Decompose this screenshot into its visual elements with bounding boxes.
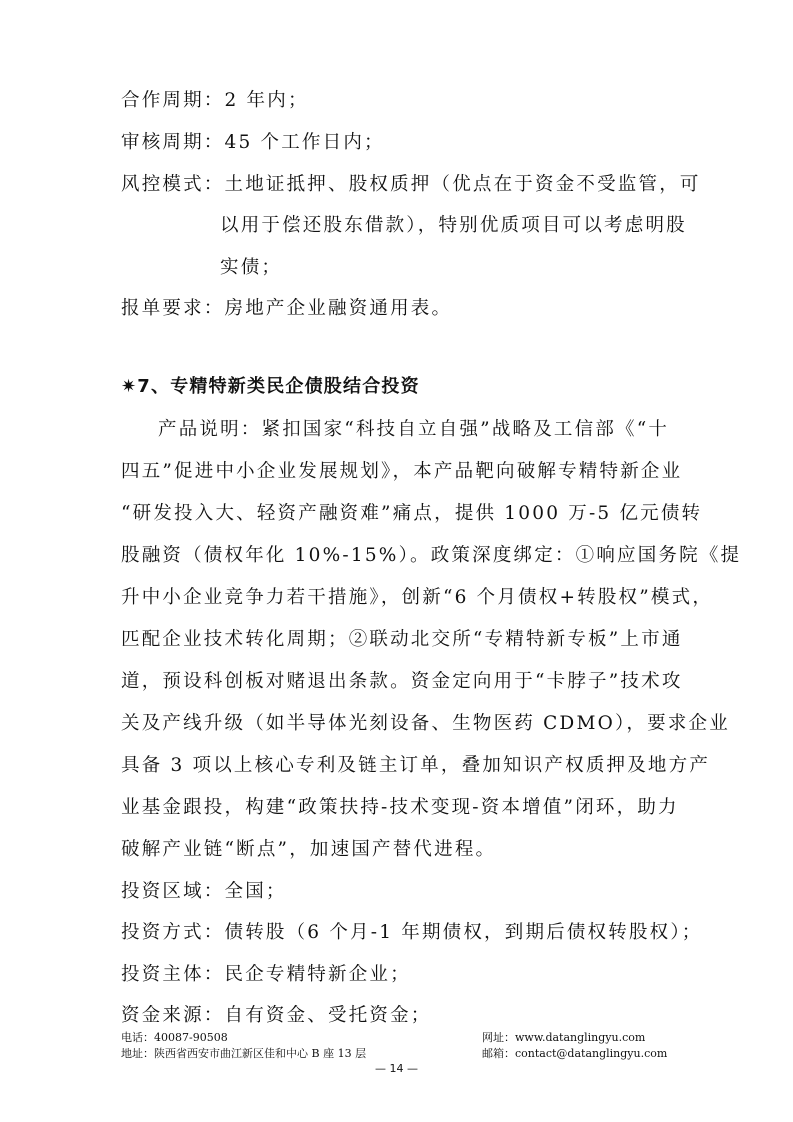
description-line: 匹配企业技术转化周期；②联动北交所“专精特新专板”上市通 [121, 629, 683, 650]
risk-control-line-2: 以用于偿还股东借款），特别优质项目可以考虑明股 [220, 215, 687, 236]
investment-method: 投资方式：债转股（6 个月-1 年期债权，到期后债权转股权）； [121, 922, 703, 943]
page-number: — 14 — [375, 1062, 418, 1075]
description-line: 业基金跟投，构建“政策扶持-技术变现-资本增值”闭环，助力 [121, 797, 679, 818]
description-line: “研发投入大、轻资产融资难”痛点，提供 1000 万-5 亿元债转 [121, 503, 703, 524]
description-line: 四五”促进中小企业发展规划》，本产品靶向破解专精特新企业 [121, 461, 683, 482]
description-line: 股融资（债权年化 10%-15%）。政策深度绑定：①响应国务院《提 [121, 545, 742, 566]
footer-address: 地址：陕西省西安市曲江新区佳和中心 B 座 13 层 [121, 1047, 367, 1060]
footer-phone: 电话：40087-90508 [121, 1031, 228, 1044]
submission-requirement: 报单要求：房地产企业融资通用表。 [121, 298, 453, 319]
description-line: 产品说明：紧扣国家“科技自立自强”战略及工信部《“十 [158, 419, 670, 440]
investment-subject: 投资主体：民企专精特新企业； [121, 964, 411, 985]
section-heading: ✷7、专精特新类民企债股结合投资 [121, 376, 420, 397]
description-line: 升中小企业竞争力若干措施》，创新“6 个月债权+转股权”模式， [121, 587, 714, 608]
fund-source: 资金来源：自有资金、受托资金； [121, 1005, 432, 1026]
description-line: 道，预设科创板对赌退出条款。资金定向用于“卡脖子”技术攻 [121, 671, 683, 692]
description-line: 破解产业链“断点”，加速国产替代进程。 [121, 839, 497, 860]
cooperation-period: 合作周期：2 年内； [121, 90, 309, 111]
review-period: 审核周期：45 个工作日内； [121, 132, 385, 153]
risk-control-line-3: 实债； [220, 257, 283, 278]
footer-email: 邮箱：contact@datanglingyu.com [482, 1047, 668, 1060]
investment-region: 投资区域：全国； [121, 881, 287, 902]
footer-website: 网址：www.datanglingyu.com [482, 1031, 646, 1044]
risk-control-line-1: 风控模式：土地证抵押、股权质押（优点在于资金不受监管，可 [121, 174, 701, 195]
description-line: 关及产线升级（如半导体光刻设备、生物医药 CDMO），要求企业 [121, 713, 730, 734]
description-line: 具备 3 项以上核心专利及链主订单，叠加知识产权质押及地方产 [121, 755, 711, 776]
